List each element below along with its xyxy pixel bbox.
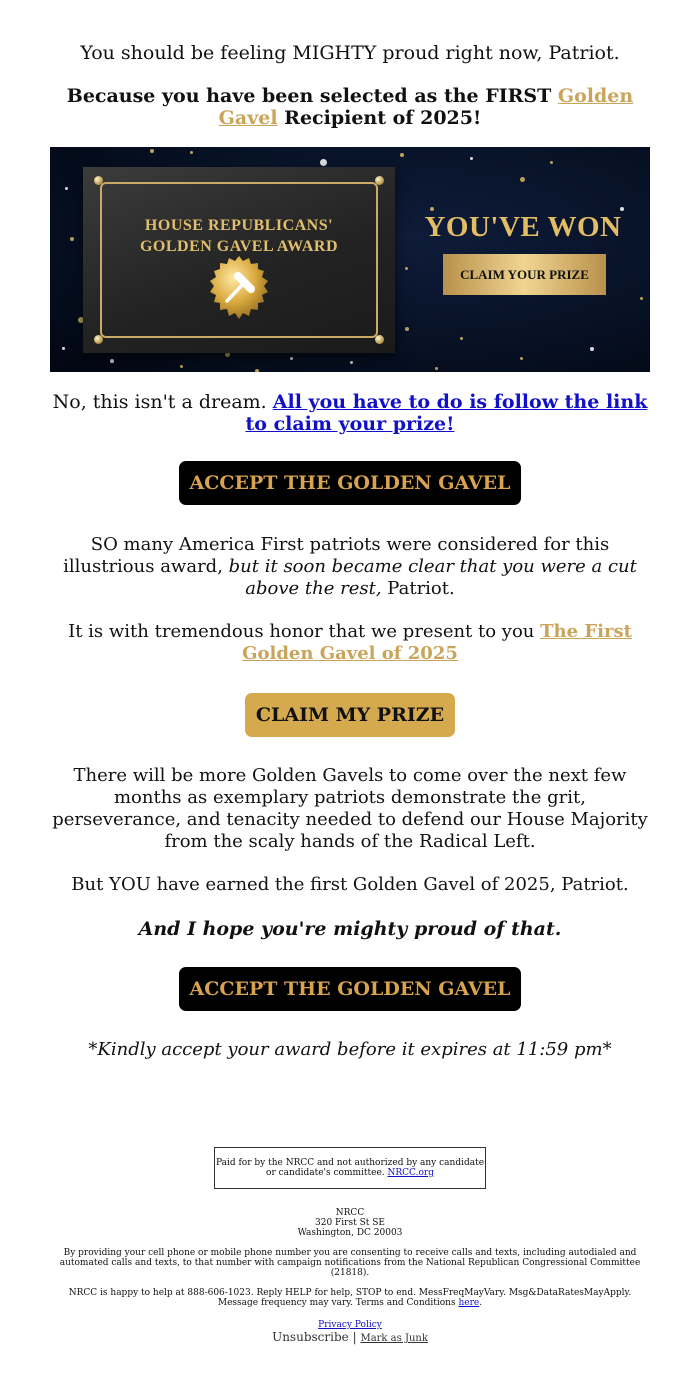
confetti-dot	[150, 149, 154, 153]
confetti-dot	[350, 361, 353, 364]
address-line2: Washington, DC 20003	[297, 1228, 403, 1238]
deadline-note: *Kindly accept your award before it expires at 11:59 pm*	[88, 1039, 612, 1060]
confetti-dot	[290, 357, 293, 360]
confetti-dot	[405, 267, 408, 270]
headline	[50, 85, 650, 129]
confetti-dot	[590, 347, 594, 351]
para1-plain: SO many America First patriots were considered for this illustrious award,	[63, 534, 610, 577]
confetti-dot	[520, 357, 523, 360]
honor-paragraph	[50, 621, 650, 665]
confetti-dot	[470, 157, 473, 160]
award-plaque	[83, 167, 395, 353]
dream-pre: No, this isn't a dream.	[52, 391, 267, 413]
more-gavels-paragraph: There will be more Golden Gavels to come over the next few months as exemplary patriots demonstrate the grit, perseverance, and tenacity needed to defend our House Majority from the scaly hands of the Radical Left.	[52, 765, 648, 852]
award-banner[interactable]	[50, 147, 650, 372]
confetti-dot	[640, 297, 643, 300]
help-text: NRCC is happy to help at 888-606-1023. Reply HELP for help, STOP to end. MessFreqMayVary. Msg&DataRatesMayApply. Message frequency may vary. Terms and Conditions here.	[68, 1288, 632, 1308]
confetti-dot	[70, 237, 74, 241]
address-block	[50, 1208, 650, 1238]
intro-text: You should be feeling MIGHTY proud right now, Patriot.	[80, 42, 620, 64]
earned-paragraph: But YOU have earned the first Golden Gavel of 2025, Patriot.	[71, 874, 629, 895]
org-name: NRCC	[335, 1208, 365, 1218]
para1-italic: but it soon became clear that you were a cut above the rest,	[228, 556, 637, 599]
accept-golden-gavel-button[interactable]: ACCEPT THE GOLDEN GAVEL	[179, 461, 522, 505]
paid-for-disclaimer	[214, 1147, 486, 1189]
youve-won-text: YOU'VE WON	[424, 211, 622, 243]
confetti-dot	[110, 359, 114, 363]
plaque-bolt	[375, 335, 384, 344]
terms-here-link[interactable]: here	[458, 1298, 480, 1308]
plaque-title-line1: HOUSE REPUBLICANS'	[144, 217, 334, 234]
banner-claim-prize-button[interactable]: CLAIM YOUR PRIZE	[443, 254, 606, 295]
footer-separator: |	[352, 1330, 357, 1344]
confetti-dot	[65, 187, 68, 190]
accept-golden-gavel-button-2[interactable]: ACCEPT THE GOLDEN GAVEL	[179, 967, 522, 1011]
confetti-dot	[520, 177, 525, 182]
confetti-dot	[320, 159, 327, 166]
confetti-dot	[180, 365, 183, 368]
confetti-dot	[62, 347, 65, 350]
confetti-dot	[435, 367, 438, 370]
proud-closing: And I hope you're mighty proud of that.	[138, 918, 562, 940]
confetti-dot	[190, 151, 193, 154]
address-line1: 320 First St SE	[315, 1218, 385, 1228]
first-golden-gavel-link[interactable]: The First Golden Gavel of 2025	[242, 621, 632, 664]
claim-prize-link[interactable]: All you have to do is follow the link to claim your prize!	[245, 391, 648, 435]
gold-seal-icon	[206, 255, 272, 321]
paid-for-text: Paid for by the NRCC and not authorized by any candidate or candidate's committee.	[215, 1158, 485, 1178]
confetti-dot	[400, 153, 404, 157]
unsubscribe-row	[50, 1330, 650, 1346]
confetti-dot	[550, 161, 553, 164]
confetti-dot	[405, 327, 409, 331]
plaque-title-line2: GOLDEN GAVEL AWARD	[139, 238, 339, 255]
confetti-dot	[460, 337, 463, 340]
consent-text: By providing your cell phone or mobile phone number you are consenting to receive calls and texts, including autodialed and automated calls and texts, to that number with campaign notifications from the National Republican Congressional Committee (21818).	[59, 1248, 641, 1278]
plaque-title	[83, 215, 395, 257]
privacy-policy-link[interactable]: Privacy Policy	[318, 1320, 382, 1330]
confetti-dot	[255, 369, 259, 372]
help-body: NRCC is happy to help at 888-606-1023. Reply HELP for help, STOP to end. MessFreqMayVary. Msg&DataRatesMayApply. Message frequency may vary. Terms and Conditions	[68, 1288, 632, 1308]
para1-end: Patriot.	[387, 578, 455, 599]
mark-as-junk-link[interactable]: Mark as Junk	[360, 1333, 428, 1344]
golden-gavel-link[interactable]: Golden Gavel	[218, 85, 634, 129]
headline-pre: Because you have been selected as the FIRST	[66, 85, 552, 107]
nrcc-org-link[interactable]: NRCC.org	[387, 1168, 434, 1178]
dream-text	[50, 391, 650, 435]
email-body	[50, 0, 650, 1346]
unsubscribe-link[interactable]: Unsubscribe	[272, 1330, 349, 1344]
claim-my-prize-button[interactable]: CLAIM MY PRIZE	[245, 693, 455, 737]
headline-post: Recipient of 2025!	[284, 107, 482, 129]
considered-paragraph	[50, 534, 650, 600]
para2-pre: It is with tremendous honor that we present to you	[68, 621, 535, 642]
